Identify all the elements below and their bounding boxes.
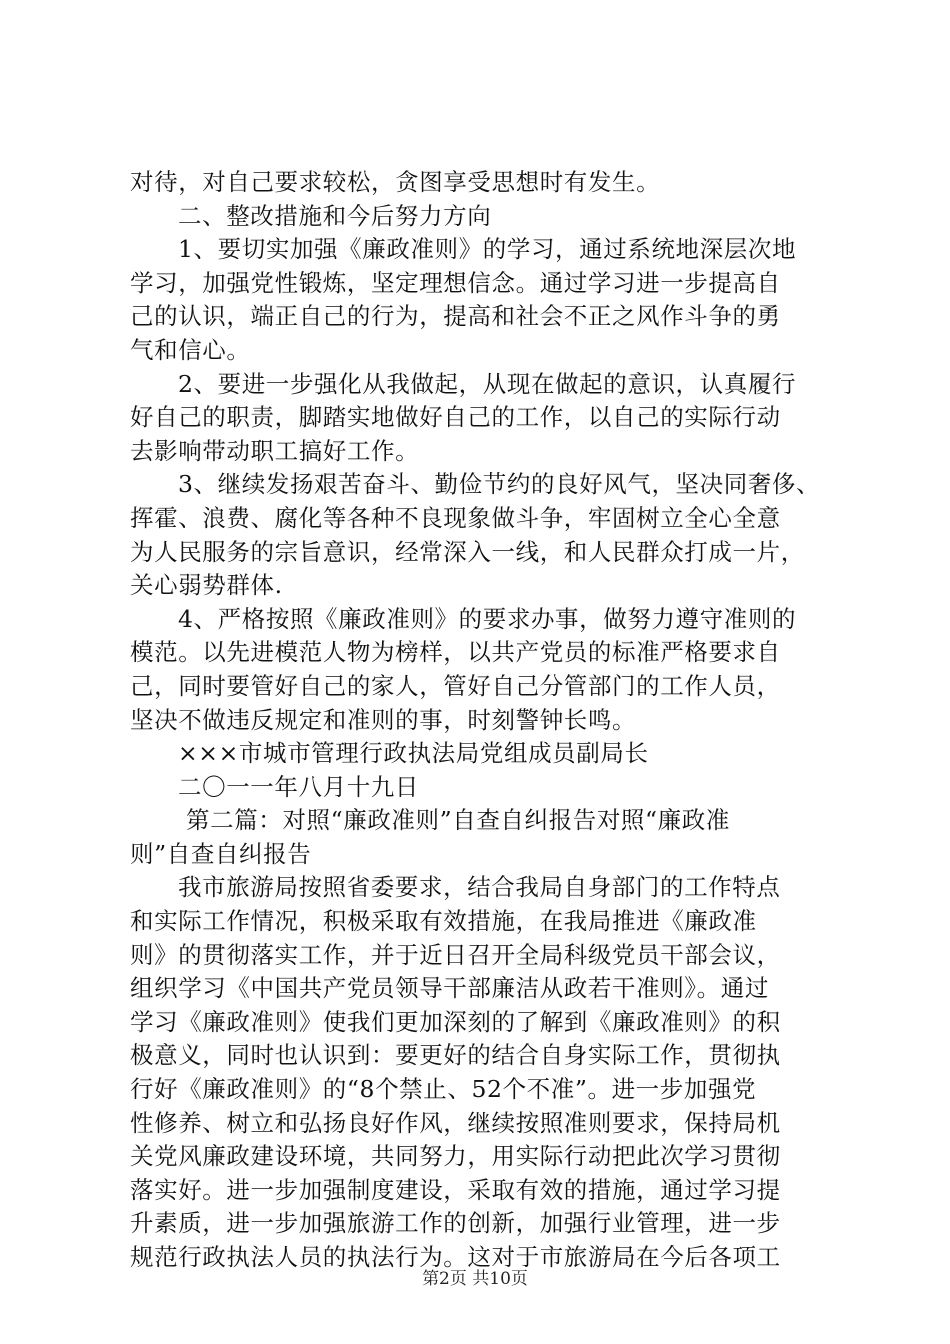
date-line: 二〇一一年八月十九日 — [178, 772, 419, 801]
page-number-footer: 第2页 共10页 — [422, 1269, 528, 1289]
text-line: 关心弱势群体. — [130, 571, 283, 600]
text-line: 坚决不做违反规定和准则的事，时刻警钟长鸣。 — [130, 705, 637, 734]
text-line: 为人民服务的宗旨意识，经常深入一线，和人民群众打成一片， — [130, 537, 805, 566]
text-line: 1、要切实加强《廉政准则》的学习，通过系统地深层次地 — [178, 235, 797, 264]
text-line: 4、严格按照《廉政准则》的要求办事，做努力遵守准则的 — [178, 604, 797, 633]
section-heading: 二、整改措施和今后努力方向 — [178, 201, 492, 230]
text-line: 己，同时要管好自己的家人，管好自己分管部门的工作人员， — [130, 671, 781, 700]
text-line: 2、要进一步强化从我做起，从现在做起的意识，认真履行 — [178, 369, 797, 398]
text-line: 极意义，同时也认识到：要更好的结合自身实际工作，贯彻执 — [130, 1041, 781, 1070]
text-line: 气和信心。 — [130, 335, 251, 364]
text-line: 组织学习《中国共产党员领导干部廉洁从政若干准则》。通过 — [130, 974, 769, 1003]
text-line: 己的认识，端正自己的行为，提高和社会不正之风作斗争的勇 — [130, 302, 781, 331]
text-line: 去影响带动职工搞好工作。 — [130, 436, 420, 465]
text-line: 3、继续发扬艰苦奋斗、勤俭节约的良好风气，坚决同奢侈、 — [178, 470, 821, 499]
text-line: 规范行政执法人员的执法行为。这对于市旅游局在今后各项工 — [130, 1243, 781, 1271]
text-line: 挥霍、浪费、腐化等各种不良现象做斗争，牢固树立全心全意 — [130, 503, 781, 532]
text-line: 升素质，进一步加强旅游工作的创新，加强行业管理，进一步 — [130, 1209, 781, 1238]
text-line: 关党风廉政建设环境，共同努力，用实际行动把此次学习贯彻 — [130, 1142, 781, 1171]
signature-line: ×××市城市管理行政执法局党组成员副局长 — [178, 739, 649, 768]
text-line: 我市旅游局按照省委要求，结合我局自身部门的工作特点 — [178, 873, 781, 902]
text-line: 则》的贯彻落实工作，并于近日召开全局科级党员干部会议， — [130, 940, 781, 969]
text-line: 学习《廉政准则》使我们更加深刻的了解到《廉政准则》的积 — [130, 1007, 781, 1036]
text-line: 性修养、树立和弘扬良好作风，继续按照准则要求，保持局机 — [130, 1108, 781, 1137]
text-line: 落实好。进一步加强制度建设，采取有效的措施，通过学习提 — [130, 1175, 781, 1204]
text-line: 学习，加强党性锻炼，坚定理想信念。通过学习进一步提高自 — [130, 268, 781, 297]
document-body — [130, 166, 840, 1275]
text-line: 行好《廉政准则》的“8个禁止、52个不准”。进一步加强党 — [130, 1075, 757, 1104]
chapter-title-continued: 则”自查自纠报告 — [130, 839, 312, 868]
text-line: 对待，对自己要求较松，贪图享受思想时有发生。 — [130, 168, 661, 196]
text-line: 和实际工作情况，积极采取有效措施，在我局推进《廉政准 — [130, 907, 757, 936]
text-line: 好自己的职责，脚踏实地做好自己的工作，以自己的实际行动 — [130, 403, 781, 432]
text-line: 模范。以先进模范人物为榜样，以共产党员的标准严格要求自 — [130, 638, 781, 667]
chapter-title: 第二篇：对照“廉政准则”自查自纠报告对照“廉政准 — [186, 806, 730, 835]
